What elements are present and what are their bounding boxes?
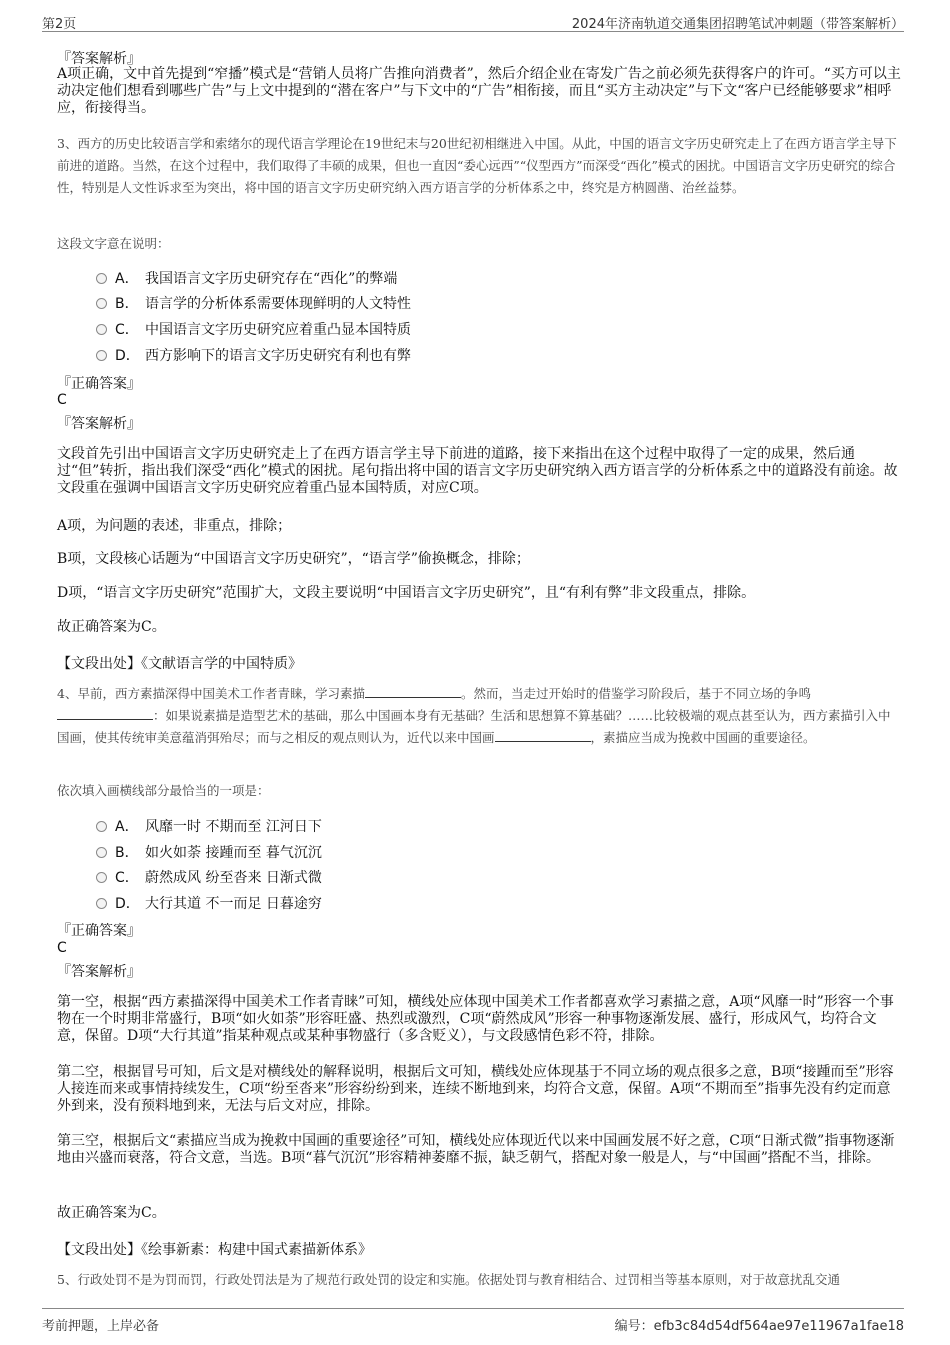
document-title: 2024年济南轨道交通集团招聘笔试冲刺题（带答案解析） <box>571 17 904 32</box>
option-letter: D． <box>115 896 140 912</box>
option-letter: A． <box>115 819 139 835</box>
q4-explain-para: 第三空，根据后文“素描应当成为挽救中国画的重要途径”可知，横线处应体现近代以来中国画发展不好之意，C项“日渐式微”指事物逐渐地由兴盛而衰落，符合文意，当选。B项“暮气沉沉”形容精神萎靡不振，缺乏朝气，搭配对象一般是人，与“中国画”搭配不当，排除。 <box>57 1133 895 1166</box>
q3-answer-label: 『正确答案』 <box>57 376 141 392</box>
q3-explain-para: 文段首先引出中国语言文字历史研究走上了在西方语言学主导下前进的道路，接下来指出在这个过程中取得了一定的成果，然后通过“但”转折，指出我们深受“西化”模式的困扰。尾句指出将中国的语言文字历史研究纳入西方语言学的分析体系之中的道路没有前途。故文段重在强调中国语言文字历史研究应着重凸显本国特质，对应C项。 <box>57 446 898 496</box>
radio-icon[interactable] <box>96 898 107 909</box>
option-text: 语言学的分析体系需要体现鲜明的人文特性 <box>145 296 411 312</box>
page-header <box>42 10 904 32</box>
q4-option-a[interactable] <box>96 816 322 836</box>
radio-icon[interactable] <box>96 273 107 284</box>
radio-icon[interactable] <box>96 350 107 361</box>
option-letter: D． <box>115 348 140 364</box>
q3-stem: 3、西方的历史比较语言学和索绪尔的现代语言学理论在19世纪末与20世纪初相继进入中国。从此，中国的语言文字历史研究走上了在西方语言学主导下前进的道路。当然，在这个过程中，我们取得了丰硕的成果，但也一直因“委心远西”“仪型西方”而深受“西化”模式的困扰。中国语言文字历史研究的综合性，特别是人文性诉求至为突出，将中国的语言文字历史研究纳入西方语言学的分析体系之中，终究是方枘圆凿、治丝益棼。 <box>57 136 897 195</box>
document-id: 编号：efb3c84d54df564ae97e11967a1fae18 <box>614 1319 904 1334</box>
radio-icon[interactable] <box>96 324 107 335</box>
q4-option-b[interactable] <box>96 842 322 862</box>
fill-blank <box>57 708 153 720</box>
q3-prompt: 这段文字意在说明： <box>57 236 170 251</box>
footer-slogan: 考前押题，上岸必备 <box>42 1319 160 1334</box>
option-letter: C． <box>115 870 139 886</box>
radio-icon[interactable] <box>96 298 107 309</box>
q4-stem <box>57 683 902 749</box>
q4-stem-part: 。然而，当走过开始时的借鉴学习阶段后，基于不同立场的争鸣 <box>460 686 811 701</box>
q4-stem-part: 4、早前，西方素描深得中国美术工作者青睐，学习素描 <box>57 686 365 701</box>
page-footer <box>42 1308 904 1336</box>
q3-option-a[interactable] <box>96 268 397 288</box>
option-text: 西方影响下的语言文字历史研究有利也有弊 <box>145 348 411 364</box>
option-letter: B． <box>115 845 139 861</box>
q3-source: 【文段出处】《文献语言学的中国特质》 <box>57 656 302 672</box>
q3-explain-para: D项，“语言文字历史研究”范围扩大，文段主要说明“中国语言文字历史研究”，且“有利有弊”非文段重点，排除。 <box>57 585 756 601</box>
prev-explain-label: 『答案解析』 <box>57 51 141 67</box>
prev-explain-text: A项正确，文中首先提到“窄播”模式是“营销人员将广告推向消费者”，然后介绍企业在寄发广告之前必须先获得客户的许可。“买方可以主动决定他们想看到哪些广告”与上文中提到的“潜在客户”与下文中的“广告”相衔接，而且“买方主动决定”与下文“客户已经能够要求”相呼应，衔接得当。 <box>57 66 901 116</box>
q3-conclusion: 故正确答案为C。 <box>57 619 166 635</box>
q3-option-c[interactable] <box>96 319 411 339</box>
q4-source: 【文段出处】《绘事新素：构建中国式素描新体系》 <box>57 1242 372 1258</box>
q4-conclusion: 故正确答案为C。 <box>57 1205 166 1221</box>
option-text: 我国语言文字历史研究存在“西化”的弊端 <box>145 271 398 287</box>
q4-explain-label: 『答案解析』 <box>57 964 141 980</box>
q3-explain-para: B项，文段核心话题为“中国语言文字历史研究”，“语言学”偷换概念，排除； <box>57 551 530 567</box>
radio-icon[interactable] <box>96 872 107 883</box>
q4-stem-part: ，素描应当成为挽救中国画的重要途径。 <box>590 730 816 745</box>
option-text: 如火如荼 接踵而至 暮气沉沉 <box>145 845 322 861</box>
q4-explain-para: 第二空，根据冒号可知，后文是对横线处的解释说明，根据后文可知，横线处应体现基于不同立场的观点很多之意，B项“接踵而至”形容人接连而来或事情持续发生，C项“纷至沓来”形容纷纷到来，连续不断地到来，均符合文意，保留。A项“不期而至”指事先没有约定而意外到来，没有预料地到来，无法与后文对应，排除。 <box>57 1064 894 1114</box>
q3-explain-label: 『答案解析』 <box>57 416 141 432</box>
q5-stem: 5、行政处罚不是为罚而罚，行政处罚法是为了规范行政处罚的设定和实施。依据处罚与教育相结合、过罚相当等基本原则，对于故意扰乱交通 <box>57 1272 840 1287</box>
q3-option-b[interactable] <box>96 293 411 313</box>
option-letter: A． <box>115 271 139 287</box>
fill-blank <box>495 730 591 742</box>
option-letter: B． <box>115 296 139 312</box>
option-text: 风靡一时 不期而至 江河日下 <box>145 819 322 835</box>
q3-answer: C <box>57 392 67 408</box>
fill-blank <box>365 686 461 698</box>
page-number: 第2页 <box>42 17 77 32</box>
q4-prompt: 依次填入画横线部分最恰当的一项是： <box>57 783 270 798</box>
q4-answer: C <box>57 940 67 956</box>
q4-stem-part: ：如果说素描是造型艺术的基础，那么中国画本身有无基础？生活和思想算不算基础？……比较极端的观点甚至认为，西方素描引入中国画，使其传统审美意蕴消弭殆尽；而与之相反的观点则认为，近代以来中国画 <box>57 708 891 745</box>
option-text: 蔚然成风 纷至沓来 日渐式微 <box>145 870 322 886</box>
radio-icon[interactable] <box>96 821 107 832</box>
option-text: 中国语言文字历史研究应着重凸显本国特质 <box>145 322 411 338</box>
radio-icon[interactable] <box>96 847 107 858</box>
q4-answer-label: 『正确答案』 <box>57 923 141 939</box>
q4-option-c[interactable] <box>96 867 322 887</box>
option-text: 大行其道 不一而足 日暮途穷 <box>145 896 322 912</box>
option-letter: C． <box>115 322 139 338</box>
q4-option-d[interactable] <box>96 893 322 913</box>
q3-explain-para: A项，为问题的表述，非重点，排除； <box>57 518 292 534</box>
q4-explain-para: 第一空，根据“西方素描深得中国美术工作者青睐”可知，横线处应体现中国美术工作者都喜欢学习素描之意，A项“风靡一时”形容一个事物在一个时期非常盛行，B项“如火如荼”形容旺盛、热烈或激烈，C项“蔚然成风”形容一种事物逐渐发展、盛行，形成风气，均符合文意，保留。D项“大行其道”指某种观点或某种事物盛行（多含贬义），与文段感情色彩不符，排除。 <box>57 994 894 1044</box>
q3-option-d[interactable] <box>96 345 411 365</box>
